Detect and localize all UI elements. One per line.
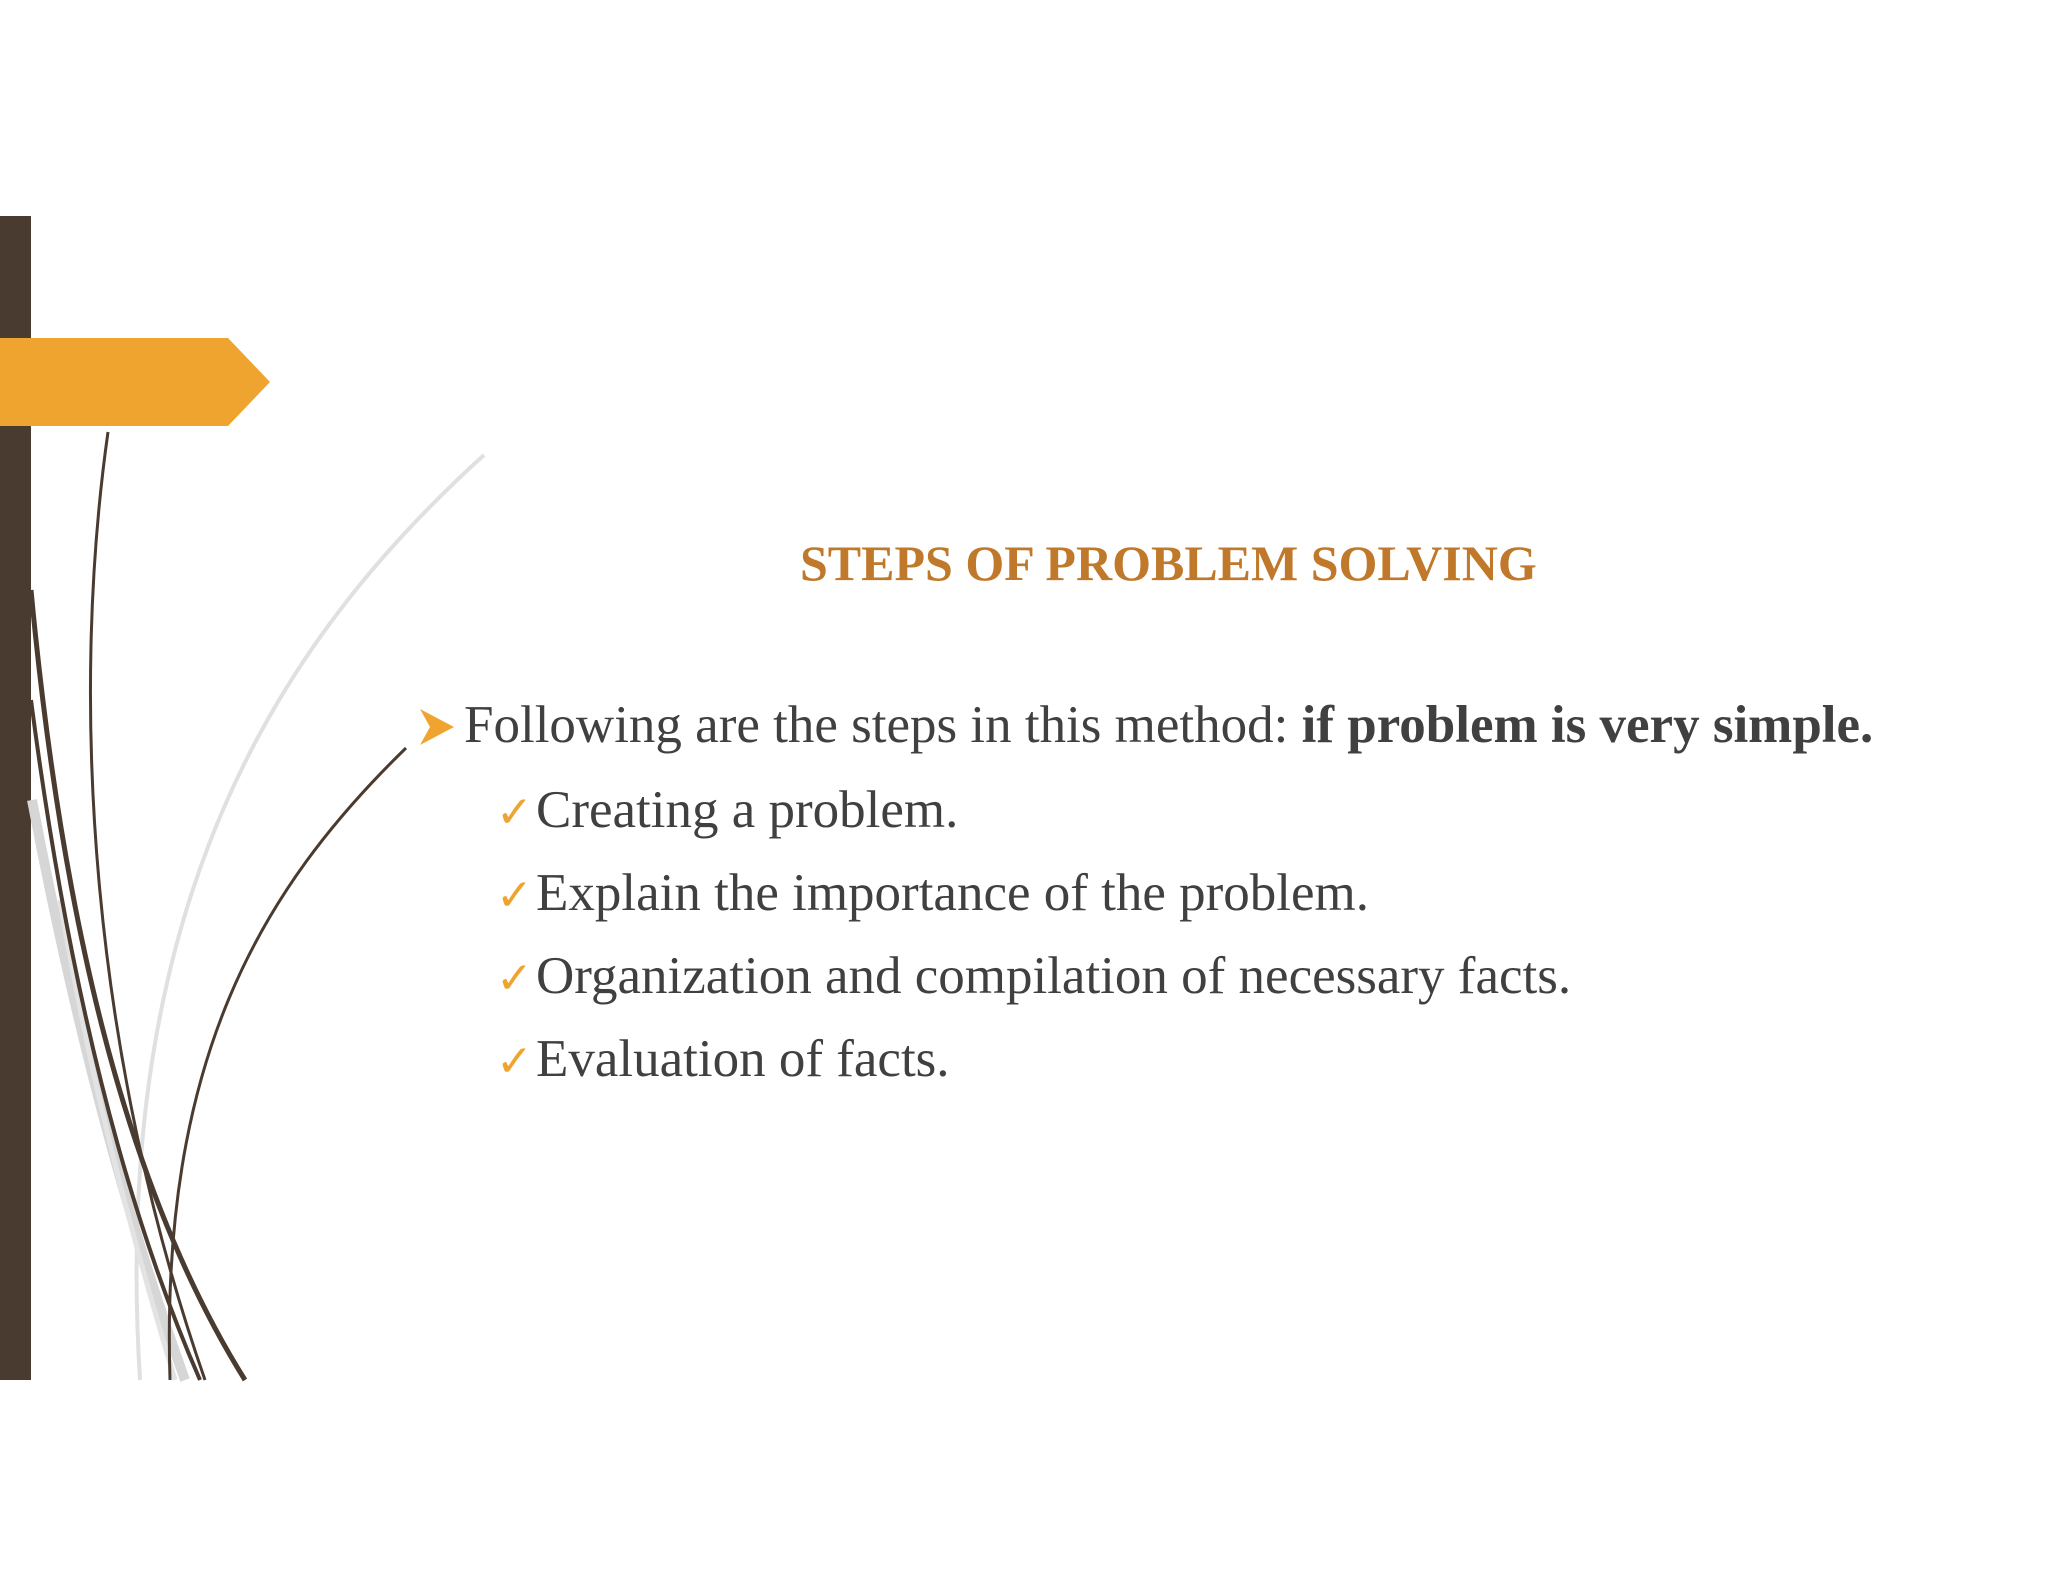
checkmark-icon: ✓ [496, 787, 533, 838]
checkmark-icon: ✓ [496, 953, 533, 1004]
bullet-text-regular: Following are the steps in this method: [464, 696, 1302, 754]
list-item [496, 780, 1571, 863]
step-text: Explain the importance of the problem. [536, 864, 1370, 922]
checkmark-icon: ✓ [496, 1036, 533, 1087]
orange-arrow-banner [0, 338, 270, 426]
step-text: Evaluation of facts. [536, 1030, 950, 1088]
steps-list [496, 780, 1571, 1112]
arrow-bullet-icon [418, 707, 456, 747]
checkmark-icon: ✓ [496, 870, 533, 921]
main-bullet [418, 695, 1873, 755]
brown-swoosh-3 [169, 748, 406, 1380]
grey-swoosh-1 [137, 455, 484, 1380]
list-item [496, 863, 1571, 946]
list-item [496, 946, 1571, 1029]
slide-title: STEPS OF PROBLEM SOLVING [800, 535, 1537, 591]
step-text: Organization and compilation of necessary facts. [536, 947, 1572, 1005]
list-item [496, 1029, 1571, 1112]
grey-swoosh-2 [32, 800, 185, 1380]
step-text: Creating a problem. [536, 781, 959, 839]
bullet-text-bold: if problem is very simple. [1301, 696, 1874, 754]
